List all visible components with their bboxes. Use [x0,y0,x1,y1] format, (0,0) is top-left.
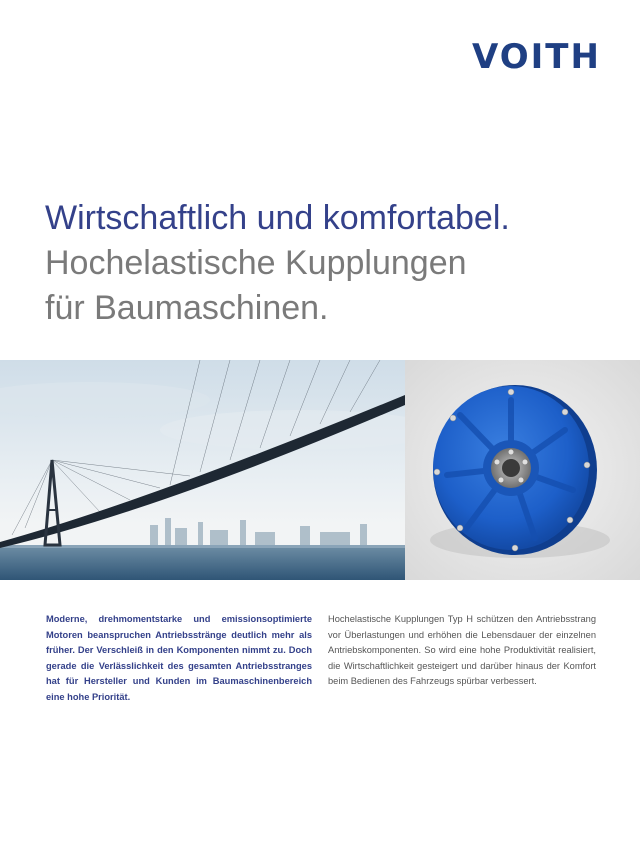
coupling-illustration [405,360,640,580]
headline-line-3: für Baumaschinen. [45,289,329,327]
headline-line-1: Wirtschaftlich und komfortabel. [45,199,510,237]
voith-logo: VOITH [472,37,601,77]
coupling-photo [405,360,640,580]
headline-line-2: Hochelastische Kupplungen [45,244,467,282]
bridge-photo [0,360,405,580]
bridge-illustration [0,360,405,580]
intro-paragraph: Moderne, drehmomentstarke und emissionsoptimierte Motoren beanspruchen Antriebsstränge deutlich mehr als früher. Der Verschleiß in den Komponenten nimmt zu. Doch gerade die Verlässlichkeit des gesamten Antriebsstranges hat für Hersteller und Kunden im Baumaschinenbereich eine hohe Priorität. [46,614,312,702]
product-paragraph: Hochelastische Kupplungen Typ H schützen den Antriebsstrang vor Überlastungen und erhöhen die Lebensdauer der einzelnen Antriebskomponenten. So wird eine hohe Produktivität realisiert, die Wirtschaftlichkeit gesteigert und darüber hinaus der Komfort beim Bedienen des Fahrzeugs spürbar verbessert. [328,614,596,687]
page-headline [45,196,605,331]
